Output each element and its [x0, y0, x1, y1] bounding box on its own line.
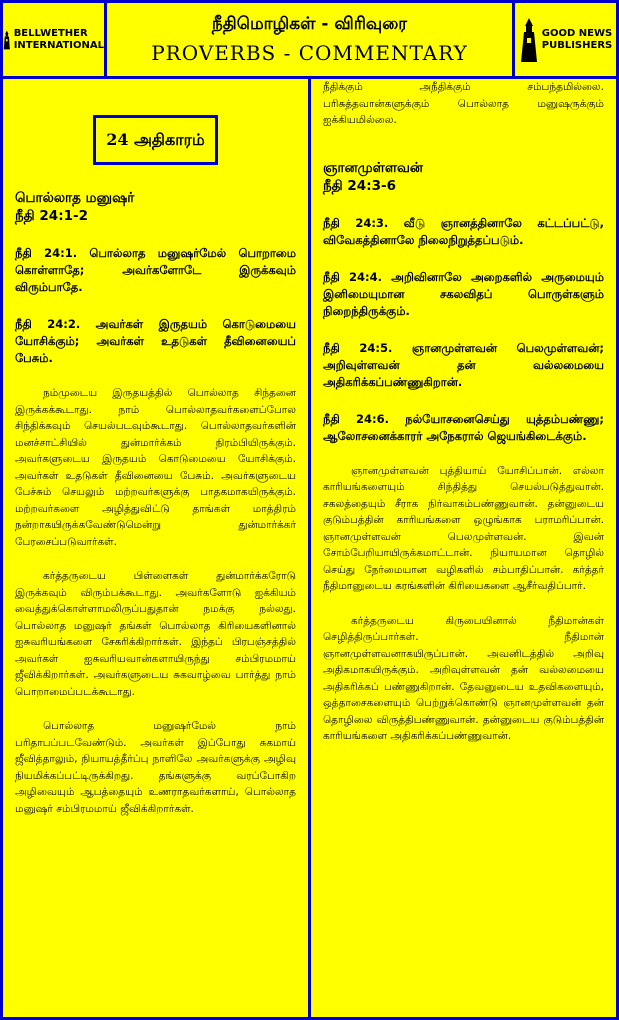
commentary-paragraph: நம்முடைய இருதயத்தில் பொல்லாத சிந்தனை இருக்கக்கூடாது. நாம் பொல்லாதவர்களைப்போல சிந்திக்கவும் செயல்படவும்கூடாது. பொல்லாதவர்களின் மனச்சாட்சியில் துன்மார்க்கம் நிரம்பியிருக்கும். அவர்களுடைய இருதயம் கொடுமையை யோசிக்கும். அவர்கள் உதடுகள் தீவினையை பேசும். அவர்களுடைய பேச்சும் செயலும் மற்றவர்களுக்கு பாதகமாகயிருக்கும். மற்றவர்களை அழித்துவிட்டு தாங்கள் மாத்திரம் நன்றாகயிருக்கவேண்டுமென்று துன்மார்க்கர் பேரசைப்படுவார்கள்.	[15, 387, 296, 548]
verse-24-1: நீதி 24:1. பொல்லாத மனுஷர்மேல் பொறாமை கொள்ளாதே; அவர்களோடே இருக்கவும் விரும்பாதே.	[15, 246, 296, 294]
commentary-paragraph: ஞானமுள்ளவன் புத்தியாய் யோசிப்பான். எல்லா காரியங்களையும் சிந்தித்து செயல்படுத்துவான். சகலத்தையும் சீராக நிர்வாகம்பண்ணுவான். தன்னுடைய குடும்பத்தின் காரியங்களை ஒழுங்காக பராமரிப்பான். ஞானமுள்ளவன் பெலமுள்ளவன். இவன் சோம்பேறியாயிருக்கமாட்டான். நியாயமான தொழில் செய்து நேர்மையான வழிகளில் சம்பாதிப்பான். கர்த்தர் நீதிமானுடைய கரங்களின் கிரியைகளை ஆசீர்வதிப்பார்.	[323, 464, 604, 592]
verse-24-3: நீதி 24:3. வீடு ஞானத்தினாலே கட்டப்பட்டு, விவேகத்தினாலே நிலைநிறுத்தப்படும்.	[323, 215, 604, 247]
section-heading	[15, 189, 296, 225]
logo-right-line1: GOOD NEWS	[541, 27, 613, 39]
commentary-paragraph: பொல்லாத மனுஷர்மேல் நாம் பரிதாபப்படவேண்டும். அவர்கள் இப்போது சுகமாய் ஜீவித்தாலும், நியாயத்தீர்ப்பு நாளிலே அவர்களுக்கு அழிவு நியமிக்கப்பட்டிருக்கிறது. தங்களுக்கு வரப்போகிற அழிவையும் ஆபத்தையும் உணராதவர்களாய், பொல்லாத மனுஷர் சம்பிரமமாய் ஜீவிக்கிறார்கள்.	[15, 720, 296, 815]
tower-icon	[3, 18, 11, 62]
tower-icon	[519, 18, 539, 62]
title-tamil: நீதிமொழிகள் - விரிவுரை	[211, 14, 408, 34]
section-heading-ref: நீதி 24:1-2	[15, 208, 88, 224]
chapter-title: 24 அதிகாரம்	[93, 115, 218, 165]
right-column	[311, 79, 616, 1017]
section-heading-title: பொல்லாத மனுஷர்	[15, 190, 135, 206]
title-english: PROVERBS - COMMENTARY	[151, 41, 468, 65]
commentary-paragraph: நீதிக்கும் அநீதிக்கும் சம்பந்தமில்லை. பரிசுத்தவான்களுக்கும் பொல்லாத மனுஷருக்கும் ஐக்கியமில்லை.	[323, 81, 604, 126]
logo-left-line2: INTERNATIONAL	[13, 39, 104, 51]
logo-right-line2: PUBLISHERS	[541, 39, 613, 51]
verse-24-5: நீதி 24:5. ஞானமுள்ளவன் பெலமுள்ளவன்; அறிவுள்ளவன் தன் வல்லமையை அதிகரிக்கப்பண்ணுகிறான்.	[323, 340, 604, 389]
good-news-logo	[515, 3, 616, 76]
section-heading	[323, 159, 604, 195]
commentary-paragraph: கர்த்தருடைய கிருபையினால் நீதிமான்கள் செழித்திருப்பார்கள். நீதிமான் ஞானமுள்ளவனாகயிருப்பான். அவனிடத்தில் அறிவு அதிகமாகயிருக்கும். அறிவுள்ளவன் தன் வல்லமையை அதிகரிக்கப் பண்ணுகிறான். தேவனுடைய உதவிகளையும், ஒத்தாசைகளையும் பெற்றுக்கொண்டு ஞானமுள்ளவன் தன் தொழிலை விருத்திபண்ணுவான். தன்னுடைய குடும்பத்தின் காரியங்களை அதிகரிக்கப்பண்ணுவான்.	[323, 614, 604, 742]
title-box	[107, 3, 512, 76]
commentary-paragraph: கர்த்தருடைய பிள்ளைகள் துன்மார்க்கரோடு இருக்கவும் விரும்பக்கூடாது. அவர்களோடு ஐக்கியம் வைத்துக்கொள்ளாமலிருப்பதுதான் நமக்கு நல்லது. பொல்லாத மனுஷர் தங்கள் பொல்லாத கிரியைகளினால் ஐசுவரியங்களை சேகரிக்கிறார்கள். இந்தப் பிரபஞ்சத்தில் அவர்கள் ஐசுவரியவான்களாயிருந்து சம்பிரமமாய் ஜீவிக்கிறார்கள். அவர்களுடைய சுகவாழ்வை பார்த்து நாம் பொறாமைப்படக்கூடாது.	[15, 570, 296, 698]
section-heading-ref: நீதி 24:3-6	[323, 177, 396, 194]
verse-24-4: நீதி 24:4. அறிவினாலே அறைகளில் அருமையும் இனிமையுமான சகலவிதப் பொருள்களும் நிறைந்திருக்கும்.	[323, 269, 604, 318]
header	[3, 3, 616, 76]
logo-left-line1: BELLWETHER	[13, 27, 88, 39]
section-heading-title: ஞானமுள்ளவன்	[323, 159, 424, 176]
left-column	[3, 79, 308, 1017]
verse-24-6: நீதி 24:6. நல்யோசனைசெய்து யுத்தம்பண்ணு; ஆலோசனைக்காரர் அநேகரால் ஜெயங்கிடைக்கும்.	[323, 411, 604, 443]
verse-24-2: நீதி 24:2. அவர்கள் இருதயம் கொடுமையை யோசிக்கும்; அவர்கள் உதடுகள் தீவினையைப் பேசும்.	[15, 317, 296, 365]
bellwether-logo	[3, 3, 104, 76]
